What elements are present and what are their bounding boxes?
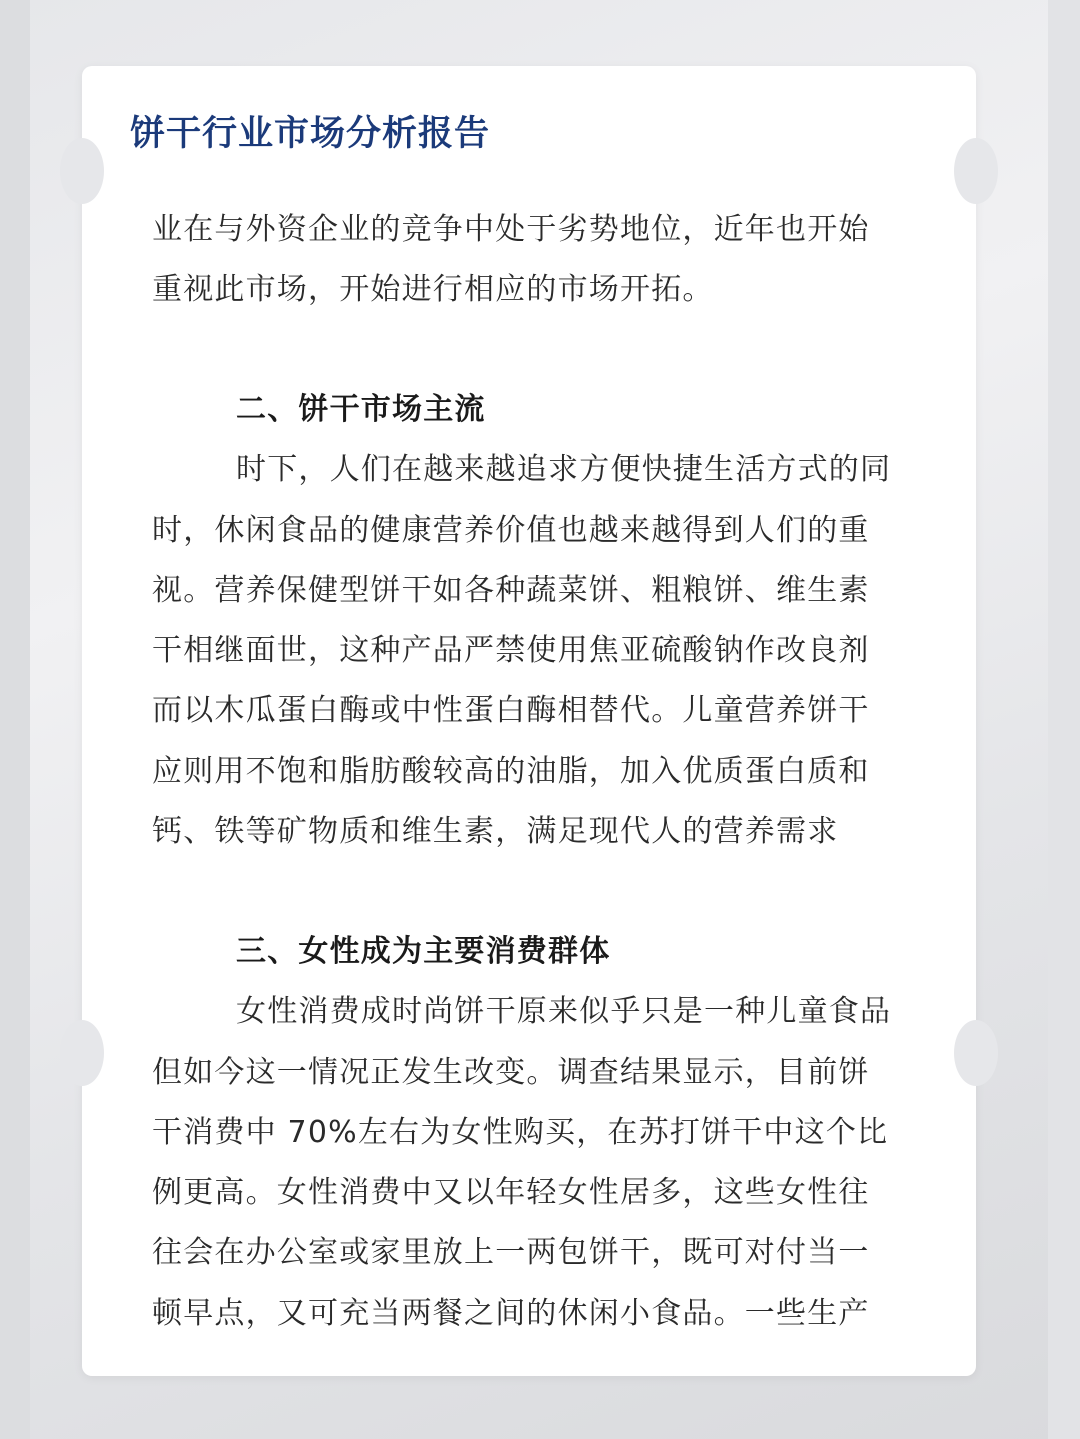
paragraph-line: 往会在办公室或家里放上一两包饼干，既可对付当一	[152, 1235, 870, 1271]
section-mainstream	[152, 380, 942, 862]
document-card[interactable]	[82, 66, 976, 1376]
background-right-band	[1048, 0, 1080, 1439]
paragraph-line: 但如今这一情况正发生改变。调查结果显示，目前饼	[152, 1054, 870, 1090]
document-title: 饼干行业市场分析报告	[130, 114, 491, 154]
ticket-notch	[60, 138, 104, 204]
paragraph-line: 女性消费成时尚饼干原来似乎只是一种儿童食品	[236, 994, 892, 1030]
ticket-notch	[954, 138, 998, 204]
paragraph-line: 干相继面世，这种产品严禁使用焦亚硫酸钠作改良剂	[152, 633, 870, 669]
paragraph-line: 应则用不饱和脂肪酸较高的油脂，加入优质蛋白质和	[152, 753, 870, 789]
ticket-notch	[60, 1020, 104, 1086]
paragraph-line: 钙、铁等矿物质和维生素，满足现代人的营养需求	[152, 814, 839, 850]
paragraph-line: 重视此市场，开始进行相应的市场开拓。	[152, 272, 714, 308]
paragraph-line: 而以木瓜蛋白酶或中性蛋白酶相替代。儿童营养饼干	[152, 693, 870, 729]
section-female-consumers	[152, 922, 942, 1344]
section-heading: 二、饼干市场主流	[236, 392, 486, 427]
ticket-notch	[954, 1020, 998, 1086]
intro-paragraph	[152, 200, 942, 321]
paragraph-line: 业在与外资企业的竞争中处于劣势地位，近年也开始	[152, 212, 870, 247]
paragraph-line: 视。营养保健型饼干如各种蔬菜饼、粗粮饼、维生素	[152, 572, 870, 608]
paragraph-line: 干消费中 70%左右为女性购买，在苏打饼干中这个比	[152, 1114, 889, 1150]
paragraph-line: 例更高。女性消费中又以年轻女性居多，这些女性往	[152, 1175, 870, 1211]
section-heading: 三、女性成为主要消费群体	[236, 934, 611, 969]
paragraph-line: 时，休闲食品的健康营养价值也越来越得到人们的重	[152, 512, 870, 548]
paragraph-line: 时下，人们在越来越追求方便快捷生活方式的同	[236, 452, 892, 488]
background-left-band	[0, 0, 30, 1439]
paragraph-line: 顿早点，又可充当两餐之间的休闲小食品。一些生产	[152, 1295, 870, 1331]
